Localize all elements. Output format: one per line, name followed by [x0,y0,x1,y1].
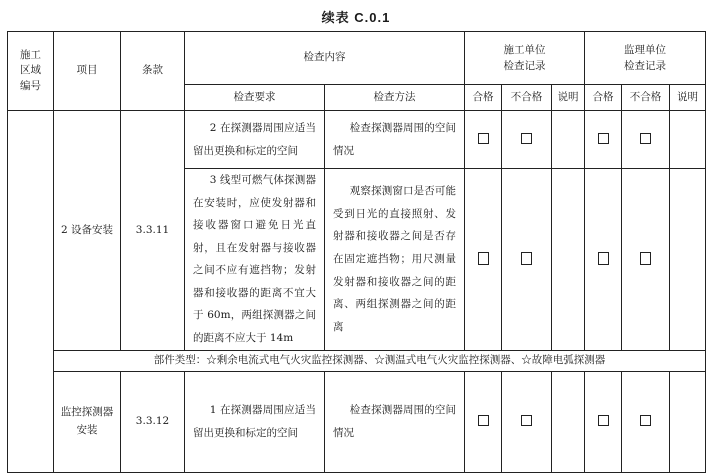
pass-checkbox-cell [585,169,622,351]
fail-checkbox-cell [622,169,670,351]
requirement-cell [185,111,325,169]
header-note-construction: 说明 [552,85,585,111]
fail-checkbox[interactable] [521,252,532,265]
method-cell [325,169,465,351]
method-cell [325,371,465,472]
item-cell: 2 设备安装 [54,111,121,351]
fail-checkbox[interactable] [640,252,651,265]
note-cell[interactable] [670,111,706,169]
header-pass-construction: 合格 [465,85,502,111]
pass-checkbox[interactable] [478,252,489,265]
requirement-text: 3 线型可燃气体探测器在安装时，应使发射器和接收器窗口避免日光直射，且在发射器与接收器之间不应有遮挡物；发射器和接收器的距离不宜大于 60m，两组探测器之间的距离不应大于 14m [193,174,316,344]
pass-checkbox[interactable] [598,133,609,144]
header-item: 项目 [54,32,121,111]
pass-checkbox-cell [585,371,622,472]
fail-checkbox-cell [502,169,552,351]
method-text: 检查探测器周围的空间情况 [333,121,456,157]
header-pass-supervision: 合格 [585,85,622,111]
fail-checkbox[interactable] [521,133,532,144]
header-area-code: 施工 区域 编号 [8,32,54,111]
note-cell[interactable] [552,169,585,351]
pass-checkbox[interactable] [598,415,609,426]
fail-checkbox[interactable] [640,415,651,426]
header-fail-construction: 不合格 [502,85,552,111]
pass-checkbox[interactable] [478,415,489,426]
pass-checkbox[interactable] [598,252,609,265]
part-type-text: 部件类型：☆剩余电流式电气火灾监控探测器、☆测温式电气火灾监控探测器、☆故障电弧探测器 [153,353,606,366]
requirement-cell [185,169,325,351]
pass-checkbox-cell [585,111,622,169]
method-text: 检查探测器周围的空间情况 [333,403,456,439]
fail-checkbox-cell [622,371,670,472]
header-method: 检查方法 [325,85,465,111]
header-inspection-content: 检查内容 [185,32,465,85]
note-cell[interactable] [670,371,706,472]
table-title: 续表 C.0.1 [321,10,391,25]
fail-checkbox-cell [502,371,552,472]
pass-checkbox-cell [465,371,502,472]
item-cell: 监控探测器安装 [54,371,121,472]
note-cell[interactable] [552,371,585,472]
header-fail-supervision: 不合格 [622,85,670,111]
fail-checkbox[interactable] [521,415,532,426]
method-cell [325,111,465,169]
fail-checkbox[interactable] [640,133,651,144]
pass-checkbox[interactable] [478,133,489,144]
header-clause: 条款 [121,32,185,111]
requirement-cell [185,371,325,472]
clause-cell: 3.3.12 [121,371,185,472]
fail-checkbox-cell [622,111,670,169]
header-supervision-unit: 监理单位 检查记录 [585,32,706,85]
requirement-text: 2 在探测器周围应适当留出更换和标定的空间 [193,121,316,157]
header-note-supervision: 说明 [670,85,706,111]
clause-cell: 3.3.11 [121,111,185,351]
requirement-text: 1 在探测器周围应适当留出更换和标定的空间 [193,403,316,439]
area-code-cell [8,111,54,473]
inspection-table [7,31,706,473]
method-text: 观察探测窗口是否可能受到日光的直接照射、发射器和接收器之间是否存在固定遮挡物；用尺测量发射器和接收器之间的距离、两组探测器之间的距离 [333,185,456,333]
note-cell[interactable] [670,169,706,351]
note-cell[interactable] [552,111,585,169]
part-type-row [54,350,706,371]
pass-checkbox-cell [465,111,502,169]
header-construction-unit: 施工单位 检查记录 [465,32,585,85]
header-requirement: 检查要求 [185,85,325,111]
pass-checkbox-cell [465,169,502,351]
fail-checkbox-cell [502,111,552,169]
